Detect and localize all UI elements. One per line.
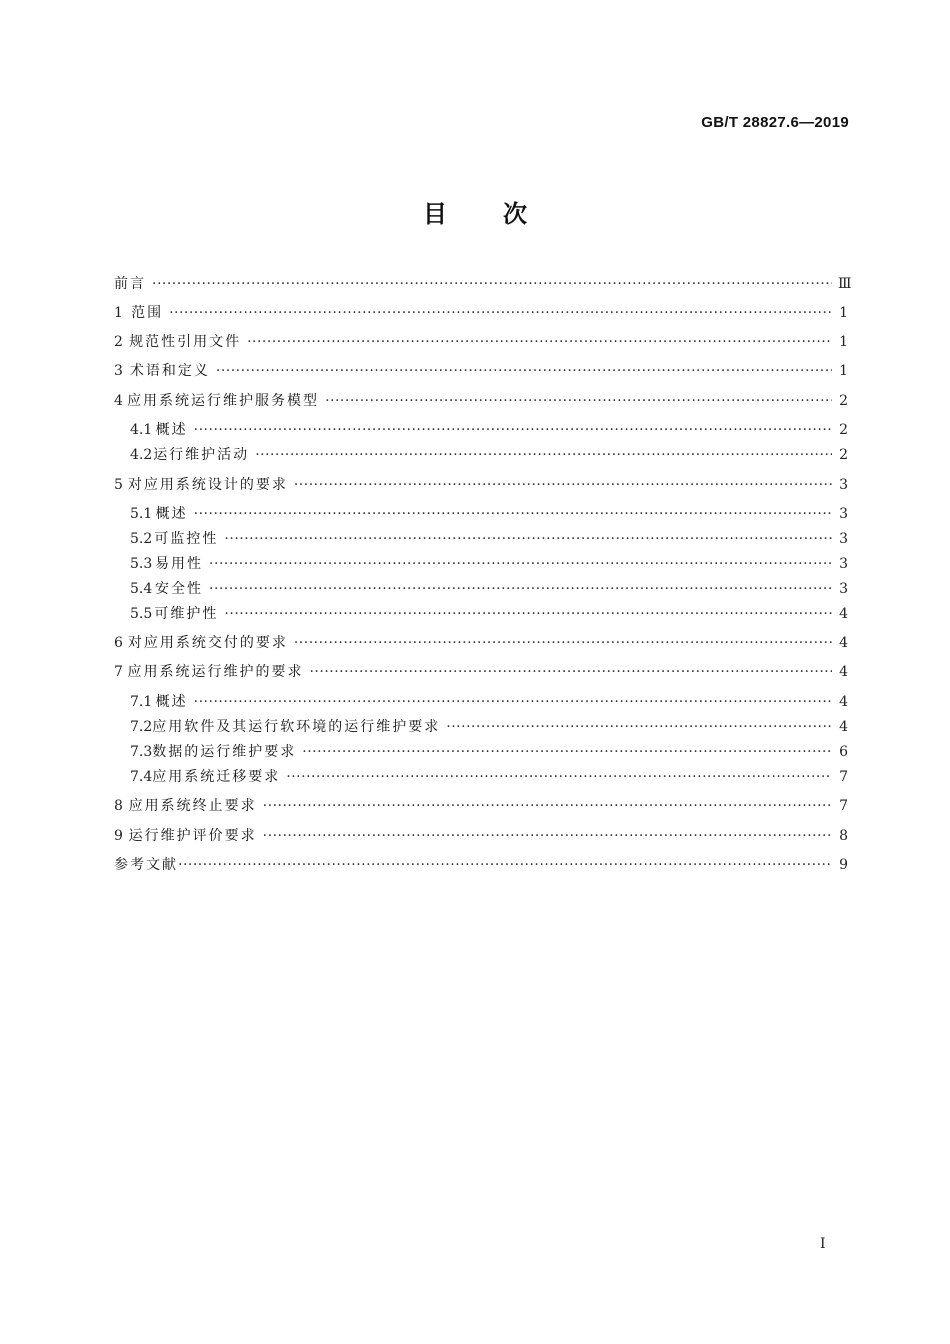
toc-entry-title: 应用系统迁移要求 <box>152 769 281 785</box>
toc-entry-4[interactable] <box>114 391 848 411</box>
toc-entry-page: 3 <box>839 477 848 493</box>
dot-leader <box>325 391 832 411</box>
toc-entry-9[interactable] <box>114 826 848 846</box>
toc-entry-page: 7 <box>839 798 848 814</box>
toc-entry-title: 应用软件及其运行软环境的运行维护要求 <box>152 719 441 735</box>
toc-entry-4-1[interactable] <box>130 420 848 440</box>
dot-leader <box>169 303 832 323</box>
toc-entry-number: 5 <box>114 477 123 493</box>
toc-entry-number: 5.2 <box>130 531 153 547</box>
toc-entry-title: 范围 <box>131 305 164 321</box>
toc-entry-number: 7.4 <box>130 769 153 785</box>
dot-leader <box>446 717 832 737</box>
dot-leader <box>194 692 832 712</box>
toc-entry-2[interactable] <box>114 332 848 352</box>
toc-entry-8[interactable] <box>114 796 848 816</box>
toc-entry-title: 易用性 <box>155 556 204 572</box>
toc-entry-page: 1 <box>839 363 848 379</box>
dot-leader <box>194 420 832 440</box>
toc-entry-page: 1 <box>839 334 848 350</box>
toc-entry-number: 7 <box>114 664 123 680</box>
toc-entry-number: 5.1 <box>130 506 153 522</box>
toc-entry-number: 5.5 <box>130 606 153 622</box>
toc-entry-page: 7 <box>839 769 848 785</box>
toc-entry-page: 8 <box>839 828 848 844</box>
toc-entry-5-1[interactable] <box>130 504 848 524</box>
page-title: 目次 <box>423 200 583 228</box>
dot-leader <box>178 855 832 875</box>
toc-entry-title: 可监控性 <box>154 531 219 547</box>
toc-entry-title: 应用系统运行维护服务模型 <box>127 393 320 409</box>
toc-entry-number: 2 <box>114 334 123 350</box>
dot-leader <box>224 604 832 624</box>
toc-entry-6[interactable] <box>114 633 848 653</box>
toc-entry-3[interactable] <box>114 361 848 381</box>
toc-entry-title: 术语和定义 <box>129 363 210 379</box>
toc-entry-number: 7.1 <box>130 694 153 710</box>
toc-entry-number: 4.1 <box>130 422 153 438</box>
dot-leader <box>216 361 832 381</box>
page-number: I <box>820 1236 826 1252</box>
dot-leader <box>294 633 832 653</box>
toc-entry-4-2[interactable] <box>130 445 848 465</box>
toc-entry-page: 3 <box>839 556 848 572</box>
toc-entry-title: 对应用系统设计的要求 <box>127 477 288 493</box>
toc-entry-title: 运行维护活动 <box>153 447 250 463</box>
toc-entry-title: 参考文献 <box>114 857 178 873</box>
toc-entry-7-1[interactable] <box>130 692 848 712</box>
toc-entry-number: 4 <box>114 393 123 409</box>
toc-entry-page: 9 <box>839 857 848 873</box>
dot-leader <box>209 554 832 574</box>
toc-entry-number: 7.2 <box>130 719 153 735</box>
dot-leader <box>294 475 832 495</box>
dot-leader <box>302 742 832 762</box>
toc-entry-7-4[interactable] <box>130 767 848 787</box>
toc-entry-page: 2 <box>839 422 848 438</box>
toc-entry-number: 5.4 <box>130 581 153 597</box>
toc-entry-page: Ⅲ <box>838 276 852 292</box>
toc-entry-5-3[interactable] <box>130 554 848 574</box>
dot-leader <box>194 504 832 524</box>
toc-entry-7-3[interactable] <box>130 742 848 762</box>
toc-entry-page: 4 <box>839 635 848 651</box>
toc-entry-title: 概述 <box>155 506 188 522</box>
dot-leader <box>152 274 832 294</box>
toc-entry-number: 6 <box>114 635 123 651</box>
toc-entry-7-2[interactable] <box>130 717 848 737</box>
toc-entry-title: 应用系统运行维护的要求 <box>127 664 304 680</box>
toc-entry-number: 5.3 <box>130 556 153 572</box>
toc-entry-title: 数据的运行维护要求 <box>152 744 297 760</box>
toc-entry-title: 概述 <box>155 422 188 438</box>
toc-entry-page: 3 <box>839 531 848 547</box>
toc-entry-page: 6 <box>839 744 848 760</box>
dot-leader <box>224 529 832 549</box>
toc-entry-title: 运行维护评价要求 <box>128 828 257 844</box>
toc-entry-page: 4 <box>839 719 848 735</box>
toc-entry-number: 4.2 <box>130 447 153 463</box>
toc-entry-page: 2 <box>839 447 848 463</box>
toc-entry-7[interactable] <box>114 662 848 682</box>
toc-entry-page: 4 <box>839 694 848 710</box>
dot-leader <box>309 662 832 682</box>
toc-entry-5-2[interactable] <box>130 529 848 549</box>
toc-entry-5-5[interactable] <box>130 604 848 624</box>
toc-entry-title: 规范性引用文件 <box>129 334 242 350</box>
toc-entry-page: 3 <box>839 506 848 522</box>
toc-entry-number: 9 <box>114 828 123 844</box>
toc-entry-page: 1 <box>839 305 848 321</box>
toc-entry-title: 应用系统终止要求 <box>128 798 257 814</box>
toc-entry-number: 7.3 <box>130 744 153 760</box>
toc-entry-page: 2 <box>839 393 848 409</box>
dot-leader <box>263 826 832 846</box>
toc-entry-5[interactable] <box>114 475 848 495</box>
toc-entry-title: 概述 <box>155 694 188 710</box>
toc-entry-title: 安全性 <box>155 581 204 597</box>
toc-entry-page: 3 <box>839 581 848 597</box>
toc-entry-title: 可维护性 <box>154 606 219 622</box>
toc-entry-bibliography[interactable] <box>114 855 848 875</box>
dot-leader <box>263 796 832 816</box>
dot-leader <box>255 445 832 465</box>
toc-entry-number: 1 <box>114 305 123 321</box>
toc-entry-1[interactable] <box>114 303 848 323</box>
toc-entry-title: 前言 <box>114 276 146 292</box>
toc-entry-page: 4 <box>839 606 848 622</box>
dot-leader <box>247 332 832 352</box>
toc-entry-foreword[interactable] <box>114 274 852 294</box>
toc-entry-title: 对应用系统交付的要求 <box>127 635 288 651</box>
standard-code: GB/T 28827.6—2019 <box>701 114 849 131</box>
dot-leader <box>209 579 832 599</box>
toc-entry-number: 8 <box>114 798 123 814</box>
toc-entry-5-4[interactable] <box>130 579 848 599</box>
toc-entry-number: 3 <box>114 363 123 379</box>
dot-leader <box>286 767 832 787</box>
toc-entry-page: 4 <box>839 664 848 680</box>
